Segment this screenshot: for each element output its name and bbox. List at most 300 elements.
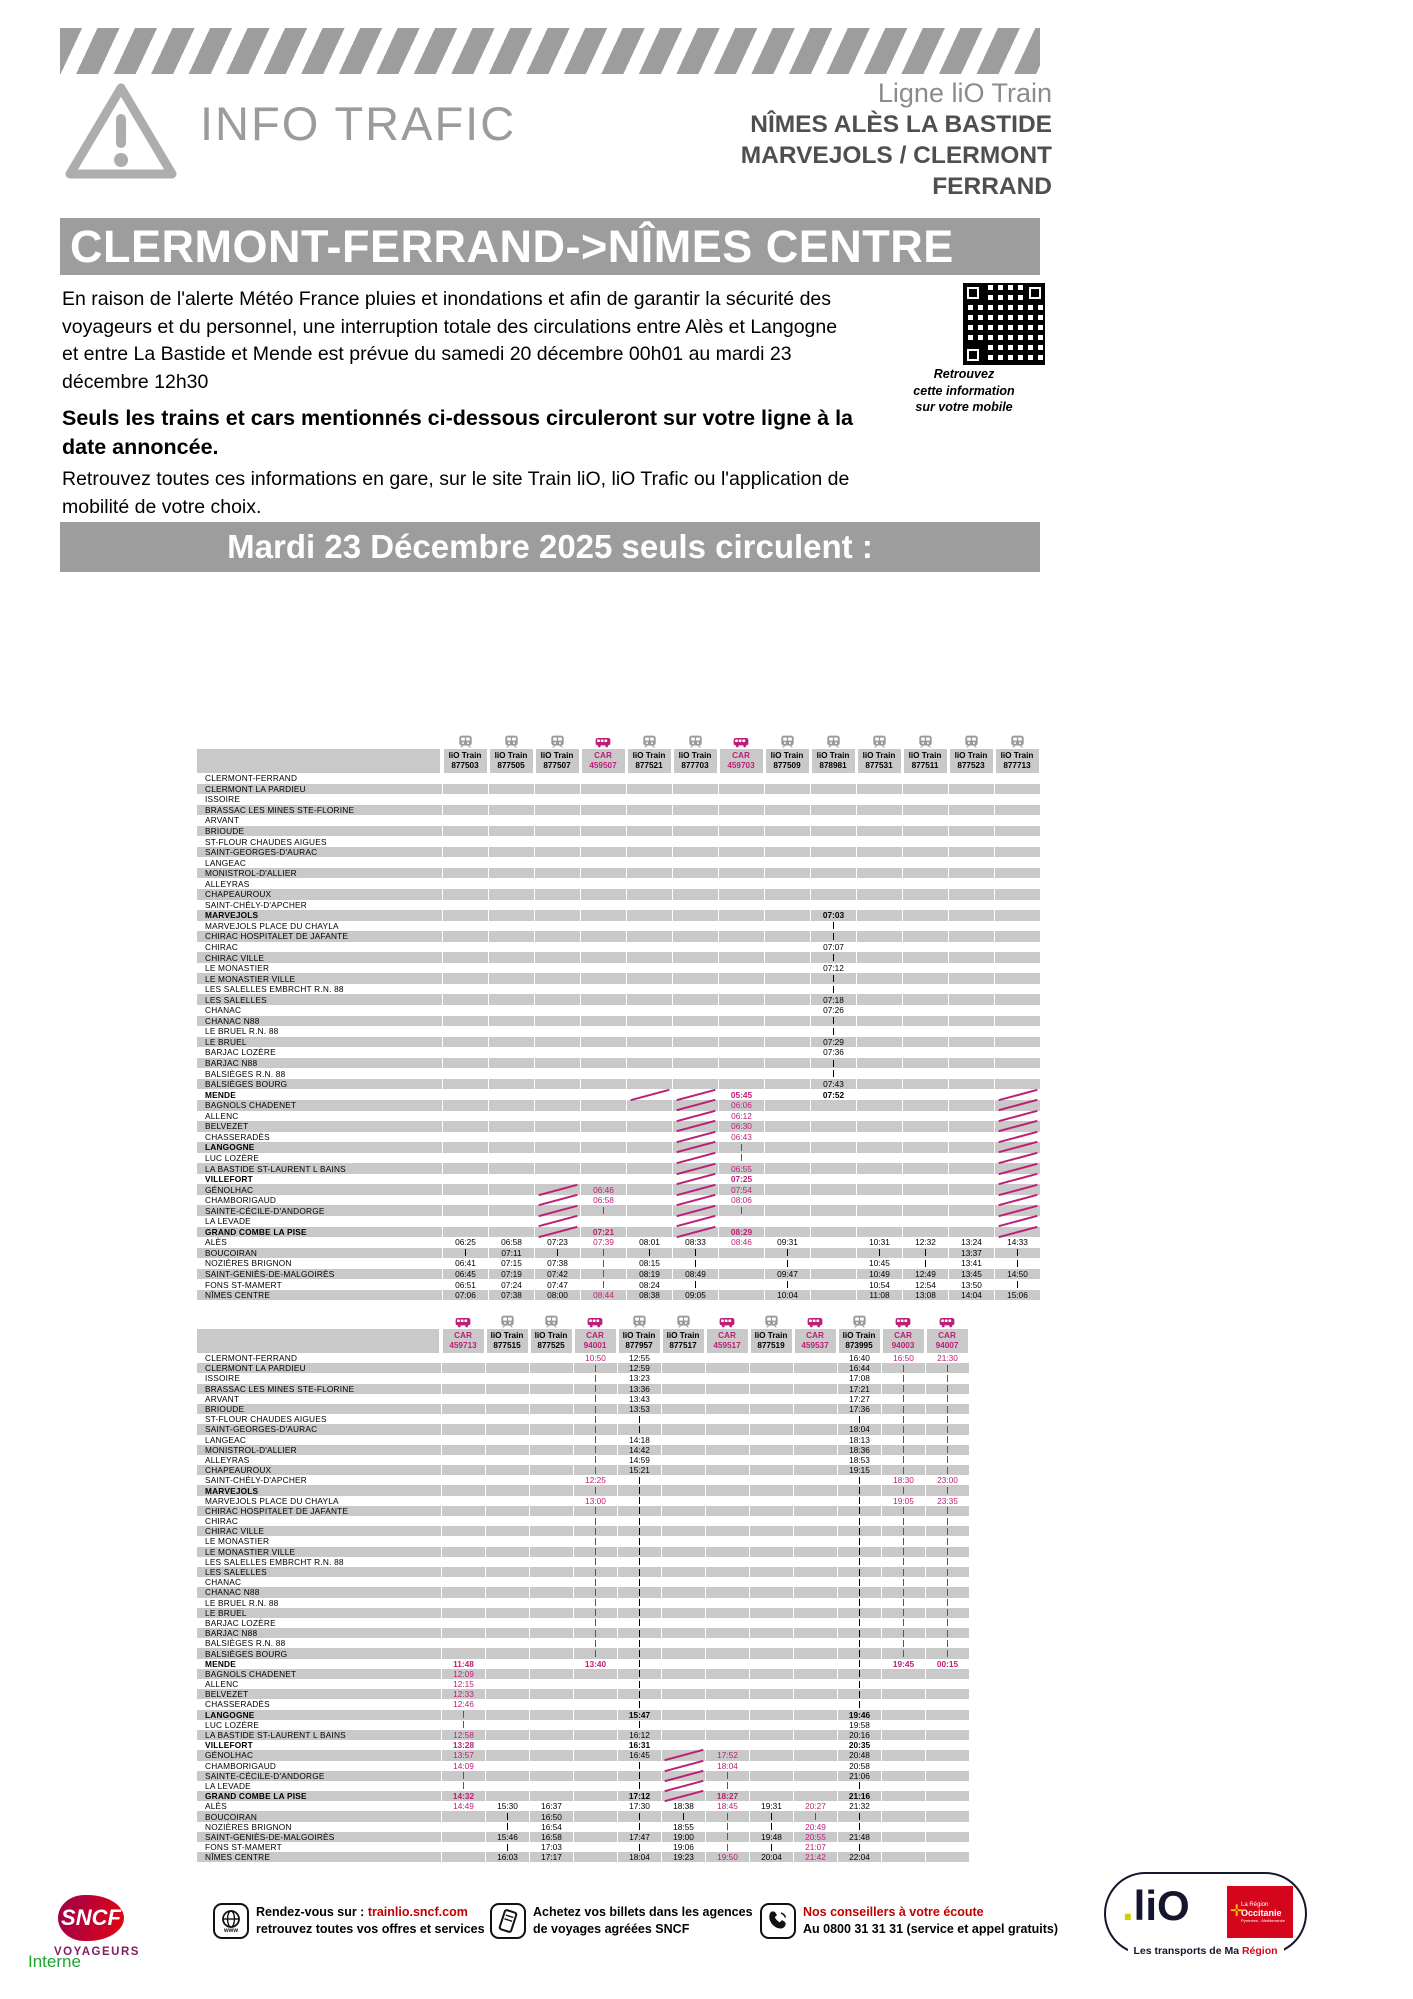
station-name: NÎMES CENTRE [205, 1290, 271, 1301]
time-cell [994, 984, 1040, 995]
time-cell [534, 805, 580, 816]
pass-through-mark [595, 1528, 596, 1535]
table-row [197, 1111, 1040, 1122]
time-cell [856, 1079, 902, 1090]
time-cell [626, 1205, 672, 1216]
time-cell: 14:18 [617, 1435, 661, 1445]
time-cell [534, 1026, 580, 1037]
time-cell [661, 1648, 705, 1658]
time-cell [529, 1577, 573, 1587]
time-cell [485, 1710, 529, 1720]
time-cell [573, 1394, 617, 1404]
time-cell [672, 773, 718, 784]
time-cell [529, 1414, 573, 1424]
time-cell [902, 1132, 948, 1143]
station-name: VILLEFORT [205, 1740, 253, 1751]
region-line2: Occitanie [1241, 1907, 1282, 1918]
pass-through-mark [639, 1701, 640, 1708]
time-cell [573, 1679, 617, 1689]
pass-through-mark [947, 1507, 948, 1514]
time-cell [485, 1475, 529, 1485]
time-cell [672, 910, 718, 921]
time-cell [661, 1679, 705, 1689]
column-label: liO Train 877519 [751, 1329, 792, 1353]
time-cell [488, 794, 534, 805]
time-cell [442, 921, 488, 932]
time-cell [661, 1730, 705, 1740]
time-cell [705, 1618, 749, 1628]
time-cell: 10:54 [856, 1279, 902, 1290]
time-cell [902, 900, 948, 911]
table-row [197, 994, 1040, 1005]
time-cell [661, 1394, 705, 1404]
train-icon [872, 733, 887, 748]
station-name: CHAMBORIGAUD [205, 1195, 277, 1206]
time-cell: 12:25 [573, 1475, 617, 1485]
train-icon [544, 1313, 559, 1328]
time-cell [856, 942, 902, 953]
time-cell: 17:12 [617, 1791, 661, 1801]
time-cell: 16:44 [837, 1363, 881, 1373]
time-cell [925, 1465, 969, 1475]
pass-through-mark [947, 1436, 948, 1443]
table-row [197, 1557, 969, 1567]
time-cell [441, 1465, 485, 1475]
pass-through-mark [507, 1813, 508, 1820]
time-cell [749, 1384, 793, 1394]
time-cell [529, 1618, 573, 1628]
time-cell [485, 1485, 529, 1495]
station-name: MARVEJOLS PLACE DU CHAYLA [205, 920, 339, 931]
time-cell: 06:51 [442, 1279, 488, 1290]
time-cell [626, 1026, 672, 1037]
time-cell: 18:55 [661, 1822, 705, 1832]
time-cell [617, 1811, 661, 1821]
column-label: liO Train 877531 [858, 749, 901, 773]
time-cell [442, 994, 488, 1005]
time-cell [948, 1111, 994, 1122]
time-cell: 19:48 [749, 1832, 793, 1842]
pass-through-mark [639, 1548, 640, 1555]
station-name: SAINT-GENIÈS-DE-MALGOIRÈS [205, 1268, 335, 1279]
time-cell [948, 1068, 994, 1079]
table-row [197, 1842, 969, 1852]
pass-through-mark [903, 1436, 904, 1443]
column-label: liO Train 877505 [490, 749, 533, 773]
pass-through-mark [727, 1813, 728, 1820]
station-name: BAGNOLS CHADENET [205, 1100, 297, 1111]
column-header-94003 [881, 1313, 925, 1353]
occitanie-cross-icon: ✛ [1230, 1903, 1244, 1920]
time-cell [661, 1424, 705, 1434]
time-cell [672, 1258, 718, 1269]
time-cell [902, 1248, 948, 1259]
table-row [197, 1791, 969, 1801]
time-cell [573, 1404, 617, 1414]
time-cell [626, 1089, 672, 1100]
time-cell [661, 1659, 705, 1669]
time-cell [925, 1679, 969, 1689]
time-cell [441, 1506, 485, 1516]
time-cell [902, 1153, 948, 1164]
time-cell: 13:43 [617, 1394, 661, 1404]
time-cell: 11:48 [441, 1659, 485, 1669]
station-name: ST-FLOUR CHAUDES AIGUES [205, 836, 327, 847]
time-cell [529, 1710, 573, 1720]
time-cell [810, 1258, 856, 1269]
time-cell [441, 1394, 485, 1404]
time-cell [749, 1363, 793, 1373]
time-cell [948, 1100, 994, 1111]
time-cell [672, 1100, 718, 1111]
table-row [197, 815, 1040, 826]
time-cell [749, 1689, 793, 1699]
time-cell [749, 1750, 793, 1760]
time-cell [534, 868, 580, 879]
time-cell: 16:03 [485, 1852, 529, 1862]
time-cell [485, 1536, 529, 1546]
pass-through-mark [947, 1426, 948, 1433]
time-cell [617, 1536, 661, 1546]
time-cell [718, 1058, 764, 1069]
time-cell [837, 1567, 881, 1577]
pass-through-mark [741, 1154, 742, 1161]
time-cell [856, 1058, 902, 1069]
time-cell [994, 836, 1040, 847]
station-name: BOUCOIRAN [205, 1811, 258, 1822]
time-cell [793, 1761, 837, 1771]
time-cell [793, 1689, 837, 1699]
time-cell [749, 1485, 793, 1495]
time-cell [856, 773, 902, 784]
time-cell [718, 1005, 764, 1016]
time-cell [672, 1068, 718, 1079]
time-cell [749, 1496, 793, 1506]
pass-through-mark [639, 1599, 640, 1606]
time-cell [672, 1195, 718, 1206]
time-cell [856, 878, 902, 889]
time-cell: 12:55 [617, 1353, 661, 1363]
time-cell [485, 1659, 529, 1669]
pass-through-mark [859, 1630, 860, 1637]
time-cell [764, 1216, 810, 1227]
pass-through-mark [639, 1518, 640, 1525]
time-cell [534, 931, 580, 942]
pass-through-mark [903, 1589, 904, 1596]
pass-through-mark [639, 1497, 640, 1504]
time-cell [580, 1005, 626, 1016]
time-cell [902, 984, 948, 995]
pass-through-mark [925, 1249, 926, 1256]
time-cell [442, 836, 488, 847]
time-cell [626, 900, 672, 911]
table-row [197, 1100, 1040, 1111]
time-cell [925, 1791, 969, 1801]
pass-through-mark [1017, 1249, 1018, 1256]
time-cell [810, 1195, 856, 1206]
time-cell [948, 1132, 994, 1143]
time-cell [705, 1567, 749, 1577]
time-cell [661, 1547, 705, 1557]
time-cell [705, 1648, 749, 1658]
time-cell: 08:29 [718, 1227, 764, 1238]
time-cell [529, 1587, 573, 1597]
time-cell [948, 1174, 994, 1185]
time-cell [925, 1669, 969, 1679]
time-cell [573, 1567, 617, 1577]
time-cell [442, 847, 488, 858]
table-row [197, 1026, 1040, 1037]
time-cell [573, 1791, 617, 1801]
column-header-873995 [837, 1313, 881, 1353]
time-cell [856, 1121, 902, 1132]
pass-through-mark [947, 1589, 948, 1596]
time-cell: 16:50 [529, 1811, 573, 1821]
time-cell [764, 1163, 810, 1174]
pass-through-mark [859, 1691, 860, 1698]
time-cell [573, 1710, 617, 1720]
time-cell [672, 857, 718, 868]
time-cell [856, 1163, 902, 1174]
column-label: liO Train 877521 [628, 749, 671, 773]
time-cell [617, 1414, 661, 1424]
time-cell: 18:53 [837, 1455, 881, 1465]
time-cell [442, 1195, 488, 1206]
pass-through-mark [787, 1260, 788, 1267]
time-cell [749, 1506, 793, 1516]
train-icon [918, 733, 933, 748]
time-cell [626, 847, 672, 858]
pass-through-mark [947, 1640, 948, 1647]
table-row [197, 1598, 969, 1608]
time-cell [925, 1689, 969, 1699]
time-cell [580, 1258, 626, 1269]
time-cell [534, 1058, 580, 1069]
time-cell [925, 1648, 969, 1658]
table-row [197, 1485, 969, 1495]
time-cell [626, 826, 672, 837]
table-row [197, 1290, 1040, 1301]
time-cell [837, 1648, 881, 1658]
table-row [197, 1058, 1040, 1069]
time-cell [856, 1248, 902, 1259]
table-row [197, 1237, 1040, 1248]
time-cell: 12:59 [617, 1363, 661, 1373]
time-cell [994, 1258, 1040, 1269]
pass-through-mark [639, 1558, 640, 1565]
time-cell [718, 773, 764, 784]
pass-through-mark [903, 1650, 904, 1657]
time-cell: 16:45 [617, 1750, 661, 1760]
time-cell [856, 826, 902, 837]
time-cell [925, 1598, 969, 1608]
service-website [256, 1904, 485, 1938]
time-cell [764, 1248, 810, 1259]
time-cell [764, 1184, 810, 1195]
time-cell [793, 1536, 837, 1546]
time-cell [810, 794, 856, 805]
time-cell [626, 931, 672, 942]
time-cell [661, 1710, 705, 1720]
time-cell [705, 1842, 749, 1852]
time-cell [534, 878, 580, 889]
time-cell [442, 1132, 488, 1143]
time-cell [534, 1111, 580, 1122]
time-cell: 07:21 [580, 1227, 626, 1238]
time-cell [764, 1037, 810, 1048]
time-cell [441, 1608, 485, 1618]
time-cell [626, 889, 672, 900]
time-cell: 10:04 [764, 1290, 810, 1301]
pass-through-mark [639, 1691, 640, 1698]
time-cell: 08:33 [672, 1237, 718, 1248]
time-cell [749, 1465, 793, 1475]
time-cell [573, 1638, 617, 1648]
time-cell [573, 1730, 617, 1740]
time-cell: 09:31 [764, 1237, 810, 1248]
time-cell: 08:24 [626, 1279, 672, 1290]
station-name: MONISTROL-D'ALLIER [205, 868, 297, 879]
time-cell [488, 1016, 534, 1027]
time-cell [948, 1047, 994, 1058]
time-cell [925, 1435, 969, 1445]
pass-through-mark [859, 1823, 860, 1830]
train-icon [964, 733, 979, 748]
time-cell [749, 1679, 793, 1689]
time-cell [948, 1079, 994, 1090]
time-cell [534, 1100, 580, 1111]
time-cell: 08:19 [626, 1269, 672, 1280]
time-cell [881, 1710, 925, 1720]
time-cell [573, 1363, 617, 1373]
time-cell [580, 773, 626, 784]
time-cell [626, 1100, 672, 1111]
time-cell [793, 1363, 837, 1373]
time-cell [764, 868, 810, 879]
line-label: Ligne liO Train [877, 78, 1052, 108]
time-cell [580, 1068, 626, 1079]
pass-through-mark [947, 1558, 948, 1565]
time-cell [573, 1822, 617, 1832]
time-cell [529, 1475, 573, 1485]
time-cell [617, 1669, 661, 1679]
time-cell [485, 1628, 529, 1638]
station-name: NÎMES CENTRE [205, 1852, 271, 1863]
time-cell [705, 1577, 749, 1587]
time-cell [749, 1730, 793, 1740]
time-cell [764, 1111, 810, 1122]
time-cell [672, 931, 718, 942]
station-name: LES SALELLES [205, 994, 267, 1005]
time-cell [441, 1373, 485, 1383]
time-cell [617, 1424, 661, 1434]
time-cell [718, 784, 764, 795]
time-cell [925, 1608, 969, 1618]
column-label: liO Train 877525 [531, 1329, 572, 1353]
time-cell [994, 889, 1040, 900]
time-cell: 06:41 [442, 1258, 488, 1269]
time-cell [488, 952, 534, 963]
pass-through-mark [859, 1844, 860, 1851]
time-cell [994, 784, 1040, 795]
time-cell [442, 857, 488, 868]
pass-through-mark [833, 1017, 834, 1024]
pass-through-mark [859, 1619, 860, 1626]
pass-through-mark [683, 1813, 684, 1820]
time-cell [672, 984, 718, 995]
time-cell: 07:03 [810, 910, 856, 921]
time-cell [948, 1121, 994, 1132]
pass-through-mark [595, 1507, 596, 1514]
station-name: BELVEZET [205, 1121, 249, 1132]
time-cell [810, 805, 856, 816]
time-cell: 07:26 [810, 1005, 856, 1016]
time-cell: 07:06 [442, 1290, 488, 1301]
table-row [197, 973, 1040, 984]
time-cell [485, 1506, 529, 1516]
time-cell [534, 1068, 580, 1079]
column-header-877519 [749, 1313, 793, 1353]
time-cell [902, 931, 948, 942]
pass-through-mark [595, 1619, 596, 1626]
time-cell: 17:03 [529, 1842, 573, 1852]
time-cell [810, 773, 856, 784]
time-cell: 07:18 [810, 994, 856, 1005]
time-cell: 13:00 [573, 1496, 617, 1506]
time-cell: 20:48 [837, 1750, 881, 1760]
table-row [197, 1455, 969, 1465]
time-cell [485, 1394, 529, 1404]
pass-through-mark [925, 1260, 926, 1267]
time-cell [810, 1216, 856, 1227]
time-cell [925, 1363, 969, 1373]
column-label: liO Train 877515 [487, 1329, 528, 1353]
pass-through-mark [727, 1833, 728, 1840]
time-cell [902, 815, 948, 826]
time-cell [994, 1174, 1040, 1185]
time-cell [534, 1121, 580, 1132]
pass-through-mark [639, 1782, 640, 1789]
time-cell [441, 1587, 485, 1597]
time-cell [672, 794, 718, 805]
time-cell [902, 1016, 948, 1027]
time-cell [881, 1740, 925, 1750]
service-hotline-line2: Au 0800 31 31 31 (service et appel gratuits) [803, 1922, 1058, 1936]
timetable-morning [197, 733, 1040, 1300]
internal-marking: Interne [28, 1952, 81, 1971]
time-cell [793, 1699, 837, 1709]
time-cell [488, 1174, 534, 1185]
time-cell [485, 1598, 529, 1608]
time-cell: 16:40 [837, 1353, 881, 1363]
time-cell [441, 1414, 485, 1424]
time-cell: 13:53 [617, 1404, 661, 1414]
time-cell: 06:43 [718, 1132, 764, 1143]
time-cell [810, 847, 856, 858]
time-cell [580, 942, 626, 953]
time-cell [672, 952, 718, 963]
station-name: BOUCOIRAN [205, 1247, 258, 1258]
time-cell [793, 1516, 837, 1526]
time-cell [856, 868, 902, 879]
time-cell: 13:50 [948, 1279, 994, 1290]
time-cell: 09:47 [764, 1269, 810, 1280]
pass-through-mark [859, 1670, 860, 1677]
time-cell [881, 1363, 925, 1373]
pass-through-mark [903, 1619, 904, 1626]
time-cell [902, 1195, 948, 1206]
time-cell [994, 1279, 1040, 1290]
